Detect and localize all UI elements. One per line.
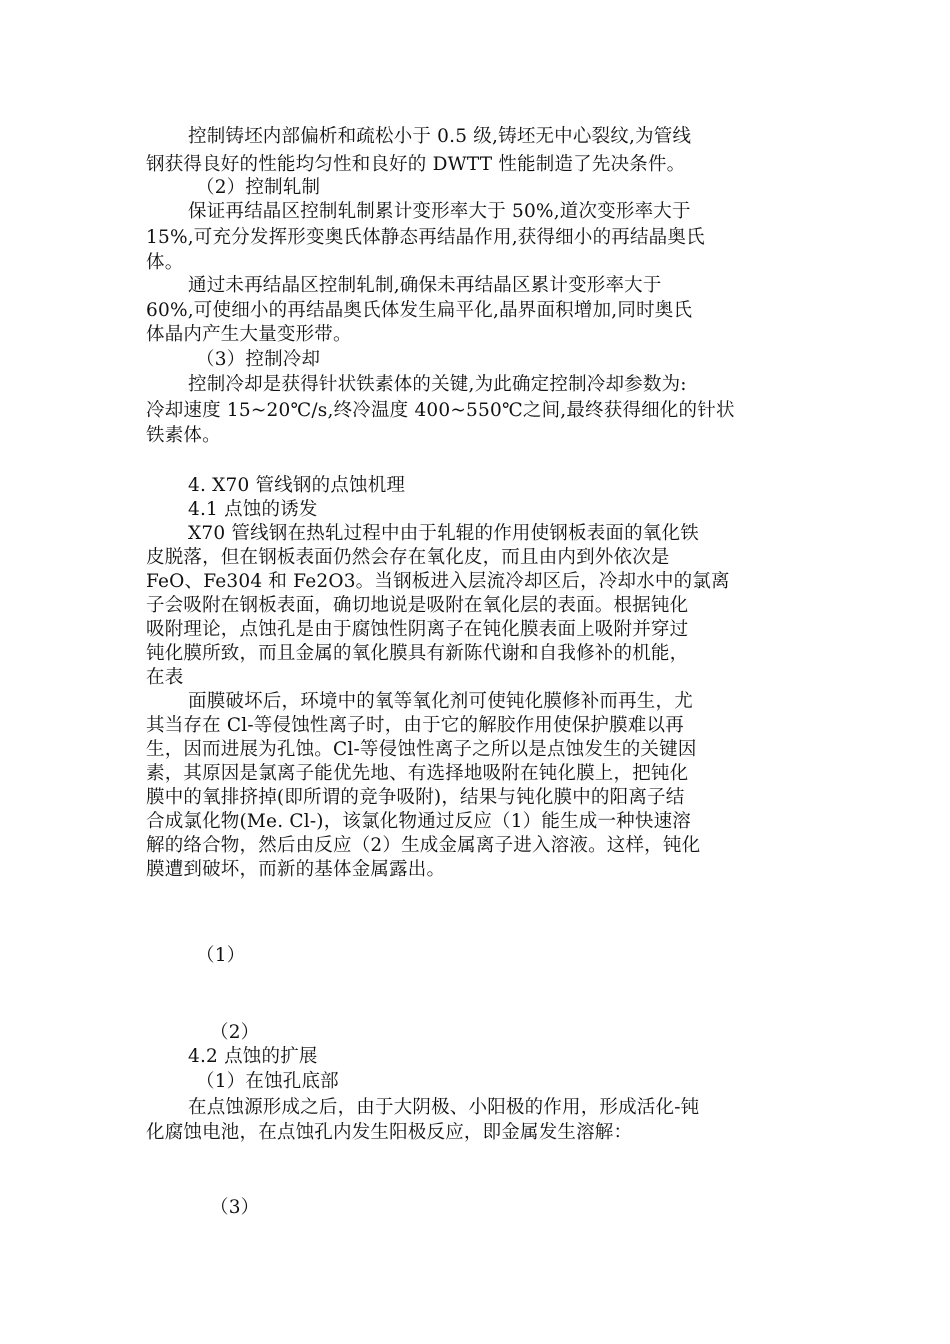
paragraph-line: 解的络合物，然后由反应（2）生成金属离子进入溶液。这样，钝化 [146, 835, 701, 856]
equation-number: （3） [210, 1197, 260, 1218]
section-heading: 4. X70 管线钢的点蚀机理 [188, 475, 406, 496]
paragraph-line: 体晶内产生大量变形带。 [146, 324, 352, 345]
paragraph-line: 皮脱落，但在钢板表面仍然会存在氧化皮，而且由内到外依次是 [146, 547, 670, 568]
paragraph-line: 60%,可使细小的再结晶奥氏体发生扁平化,晶界面积增加,同时奥氏 [146, 300, 693, 321]
paragraph-line: 钝化膜所致，而且金属的氧化膜具有新陈代谢和自我修补的机能， [146, 643, 689, 664]
paragraph-line: 素，其原因是氯离子能优先地、有选择地吸附在钝化膜上，把钝化 [146, 763, 689, 784]
paragraph-line: 合成氯化物(Me. Cl-)，该氯化物通过反应（1）能生成一种快速溶 [146, 811, 691, 832]
paragraph-line: 化腐蚀电池，在点蚀孔内发生阳极反应，即金属发生溶解： [146, 1122, 633, 1143]
paragraph-line: 控制铸坯内部偏析和疏松小于 0.5 级,铸坯无中心裂纹,为管线 [188, 126, 692, 147]
section-heading: （2）控制轧制 [196, 177, 321, 198]
paragraph-line: 控制冷却是获得针状铁素体的关键,为此确定控制冷却参数为: [188, 374, 687, 395]
paragraph-line: 15%,可充分发挥形变奥氏体静态再结晶作用,获得细小的再结晶奥氏 [146, 227, 705, 248]
paragraph-line: 吸附理论，点蚀孔是由于腐蚀性阴离子在钝化膜表面上吸附并穿过 [146, 619, 689, 640]
paragraph-line: 膜遭到破坏，而新的基体金属露出。 [146, 859, 446, 880]
paragraph-line: 在表 [146, 667, 184, 688]
paragraph-line: 钢获得良好的性能均匀性和良好的 DWTT 性能制造了先决条件。 [146, 154, 686, 175]
section-heading: （3）控制冷却 [196, 349, 321, 370]
equation-number: （1） [196, 945, 246, 966]
paragraph-line: 生，因而进展为孔蚀。Cl-等侵蚀性离子之所以是点蚀发生的关键因 [146, 739, 697, 760]
paragraph-line: 保证再结晶区控制轧制累计变形率大于 50%,道次变形率大于 [188, 201, 691, 222]
paragraph-line: 通过未再结晶区控制轧制,确保未再结晶区累计变形率大于 [188, 275, 662, 296]
paragraph-line: 铁素体。 [146, 425, 221, 446]
equation-number: （2） [210, 1022, 260, 1043]
paragraph-line: 面膜破坏后，环境中的氧等氧化剂可使钝化膜修补而再生，尤 [188, 691, 693, 712]
paragraph-line: 冷却速度 15~20℃/s,终冷温度 400~550℃之间,最终获得细化的针状 [146, 400, 735, 421]
subsection-heading: 4.1 点蚀的诱发 [188, 499, 318, 520]
paragraph-line: 体。 [146, 252, 184, 273]
section-heading: （1）在蚀孔底部 [196, 1071, 339, 1092]
subsection-heading: 4.2 点蚀的扩展 [188, 1046, 318, 1067]
paragraph-line: FeO、Fe304 和 Fe2O3。当钢板进入层流冷却区后，冷却水中的氯离 [146, 571, 730, 592]
paragraph-line: 其当存在 Cl-等侵蚀性离子时，由于它的解胶作用使保护膜难以再 [146, 715, 684, 736]
paragraph-line: 子会吸附在钢板表面，确切地说是吸附在氧化层的表面。根据钝化 [146, 595, 689, 616]
paragraph-line: 在点蚀源形成之后，由于大阴极、小阳极的作用，形成活化-钝 [188, 1097, 700, 1118]
paragraph-line: 膜中的氧排挤掉(即所谓的竞争吸附)，结果与钝化膜中的阳离子结 [146, 787, 685, 808]
paragraph-line: X70 管线钢在热轧过程中由于轧辊的作用使钢板表面的氧化铁 [188, 523, 699, 544]
